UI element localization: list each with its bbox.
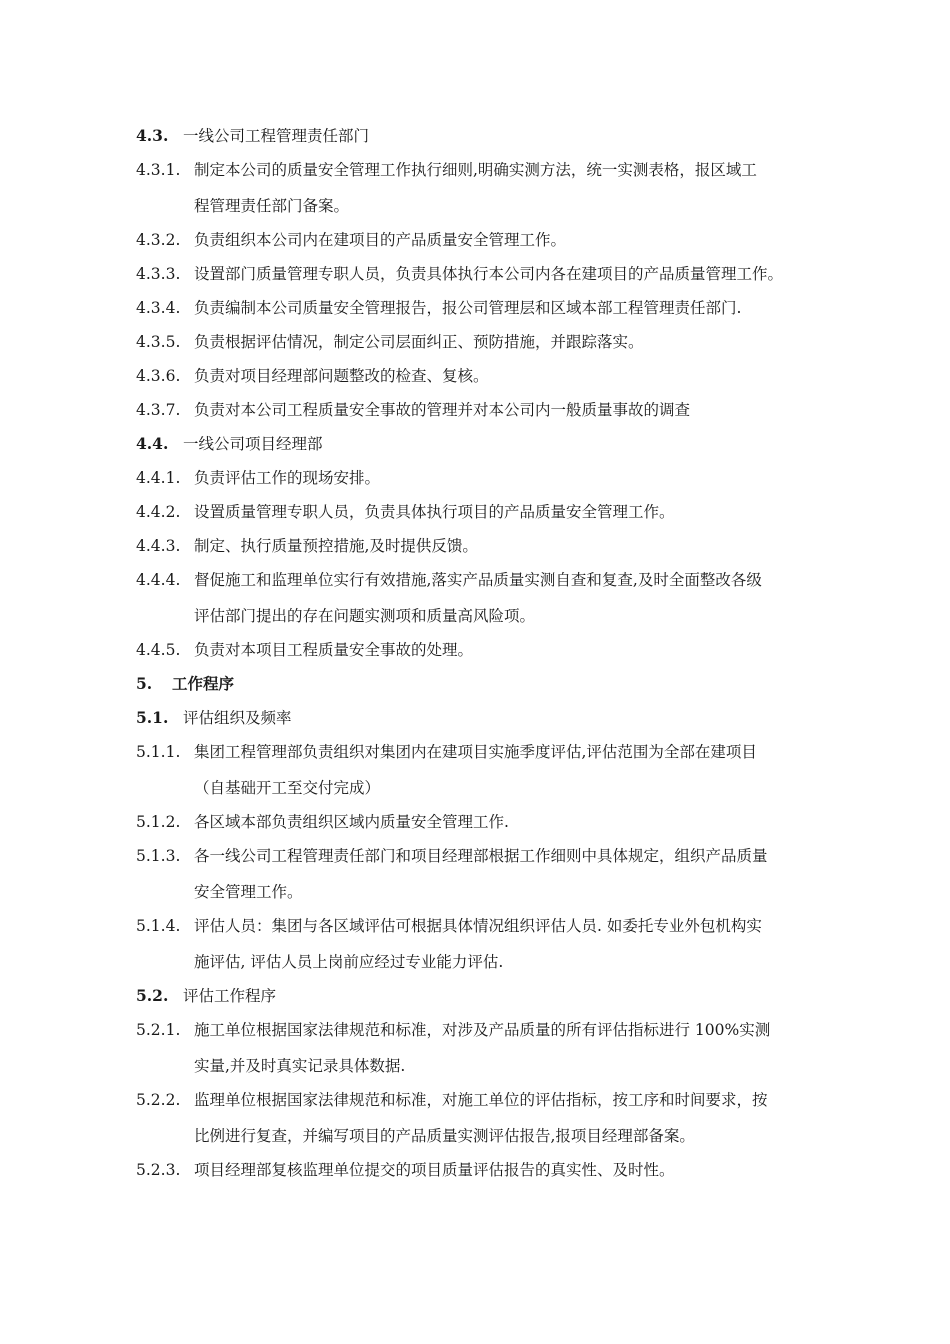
section-number: 4.3.	[136, 126, 169, 145]
clause-text-continued: 施评估, 评估人员上岗前应经过专业能力评估.	[194, 953, 504, 971]
clause-text: 各一线公司工程管理责任部门和项目经理部根据工作细则中具体规定，组织产品质量	[194, 847, 768, 865]
clause-text: 负责对项目经理部问题整改的检查、复核。	[194, 367, 489, 385]
clause	[136, 805, 826, 839]
clause-number: 4.4.4.	[136, 571, 181, 589]
clause	[136, 495, 826, 529]
clause-number: 4.3.5.	[136, 333, 181, 351]
clause-text: 负责对本项目工程质量安全事故的处理。	[194, 641, 474, 659]
clause	[136, 461, 826, 495]
section-number: 5.1.	[136, 708, 169, 727]
section-title: 评估组织及频率	[183, 709, 292, 727]
section-heading	[136, 427, 826, 461]
clause	[136, 223, 826, 257]
clause	[136, 529, 826, 563]
clause-number: 5.1.2.	[136, 813, 181, 831]
clause	[136, 909, 826, 979]
chapter-number: 5.	[136, 674, 153, 693]
clause-text: 施工单位根据国家法律规范和标准，对涉及产品质量的所有评估指标进行 100%实测	[194, 1021, 771, 1039]
section-title: 一线公司工程管理责任部门	[183, 127, 370, 145]
clause-number: 5.1.1.	[136, 743, 181, 761]
clause-text: 制定、执行质量预控措施,及时提供反馈。	[194, 537, 478, 555]
chapter-heading	[136, 667, 826, 701]
clause-number: 5.1.4.	[136, 917, 181, 935]
clause-number: 4.3.3.	[136, 265, 181, 283]
section-title: 评估工作程序	[183, 987, 277, 1005]
clause	[136, 291, 826, 325]
clause-number: 4.4.1.	[136, 469, 181, 487]
clause-number: 4.4.5.	[136, 641, 181, 659]
clause	[136, 1083, 826, 1153]
clause-text-continued: （自基础开工至交付完成）	[194, 779, 381, 797]
clause-text-continued: 评估部门提出的存在问题实测项和质量高风险项。	[194, 607, 536, 625]
clause-number: 5.2.2.	[136, 1091, 181, 1109]
clause-number: 4.4.3.	[136, 537, 181, 555]
clause-text: 负责组织本公司内在建项目的产品质量安全管理工作。	[194, 231, 567, 249]
clause	[136, 839, 826, 909]
clause-number: 5.2.3.	[136, 1161, 181, 1179]
clause-number: 5.2.1.	[136, 1021, 181, 1039]
chapter-title: 工作程序	[172, 674, 235, 693]
clause	[136, 1153, 826, 1187]
clause-number: 4.3.2.	[136, 231, 181, 249]
clause-text-continued: 实量,并及时真实记录具体数据.	[194, 1057, 406, 1075]
clause-number: 4.4.2.	[136, 503, 181, 521]
clause-text: 集团工程管理部负责组织对集团内在建项目实施季度评估,评估范围为全部在建项目	[194, 743, 757, 761]
clause	[136, 325, 826, 359]
clause	[136, 393, 826, 427]
clause-text: 设置部门质量管理专职人员，负责具体执行本公司内各在建项目的产品质量管理工作。	[194, 265, 784, 283]
section-heading	[136, 119, 826, 153]
clause	[136, 257, 826, 291]
clause-number: 5.1.3.	[136, 847, 181, 865]
section-number: 5.2.	[136, 986, 169, 1005]
clause-text: 负责根据评估情况，制定公司层面纠正、预防措施，并跟踪落实。	[194, 333, 644, 351]
section-title: 一线公司项目经理部	[183, 435, 323, 453]
section-heading	[136, 701, 826, 735]
section-heading	[136, 979, 826, 1013]
clause-text: 制定本公司的质量安全管理工作执行细则,明确实测方法，统一实测表格，报区域工	[194, 161, 757, 179]
clause-text-continued: 程管理责任部门备案。	[194, 197, 350, 215]
clause-text: 负责对本公司工程质量安全事故的管理并对本公司内一般质量事故的调查	[194, 401, 691, 419]
clause-text: 各区域本部负责组织区域内质量安全管理工作.	[194, 813, 509, 831]
clause-text: 设置质量管理专职人员，负责具体执行项目的产品质量安全管理工作。	[194, 503, 675, 521]
section-number: 4.4.	[136, 434, 169, 453]
clause-number: 4.3.1.	[136, 161, 181, 179]
clause	[136, 1013, 826, 1083]
clause	[136, 735, 826, 805]
clause	[136, 359, 826, 393]
clause-text-continued: 安全管理工作。	[194, 883, 303, 901]
clause-text: 项目经理部复核监理单位提交的项目质量评估报告的真实性、及时性。	[194, 1161, 675, 1179]
clause-text: 负责编制本公司质量安全管理报告，报公司管理层和区域本部工程管理责任部门.	[194, 299, 742, 317]
clause-number: 4.3.7.	[136, 401, 181, 419]
clause	[136, 153, 826, 223]
clause	[136, 563, 826, 633]
clause-number: 4.3.4.	[136, 299, 181, 317]
clause-text: 监理单位根据国家法律规范和标准，对施工单位的评估指标，按工序和时间要求，按	[194, 1091, 768, 1109]
clause	[136, 633, 826, 667]
clause-number: 4.3.6.	[136, 367, 181, 385]
clause-text: 负责评估工作的现场安排。	[194, 469, 381, 487]
clause-text-continued: 比例进行复查，并编写项目的产品质量实测评估报告,报项目经理部备案。	[194, 1127, 695, 1145]
document-body	[136, 119, 826, 1187]
clause-text: 评估人员：集团与各区域评估可根据具体情况组织评估人员. 如委托专业外包机构实	[194, 917, 762, 935]
clause-text: 督促施工和监理单位实行有效措施,落实产品质量实测自查和复查,及时全面整改各级	[194, 571, 762, 589]
